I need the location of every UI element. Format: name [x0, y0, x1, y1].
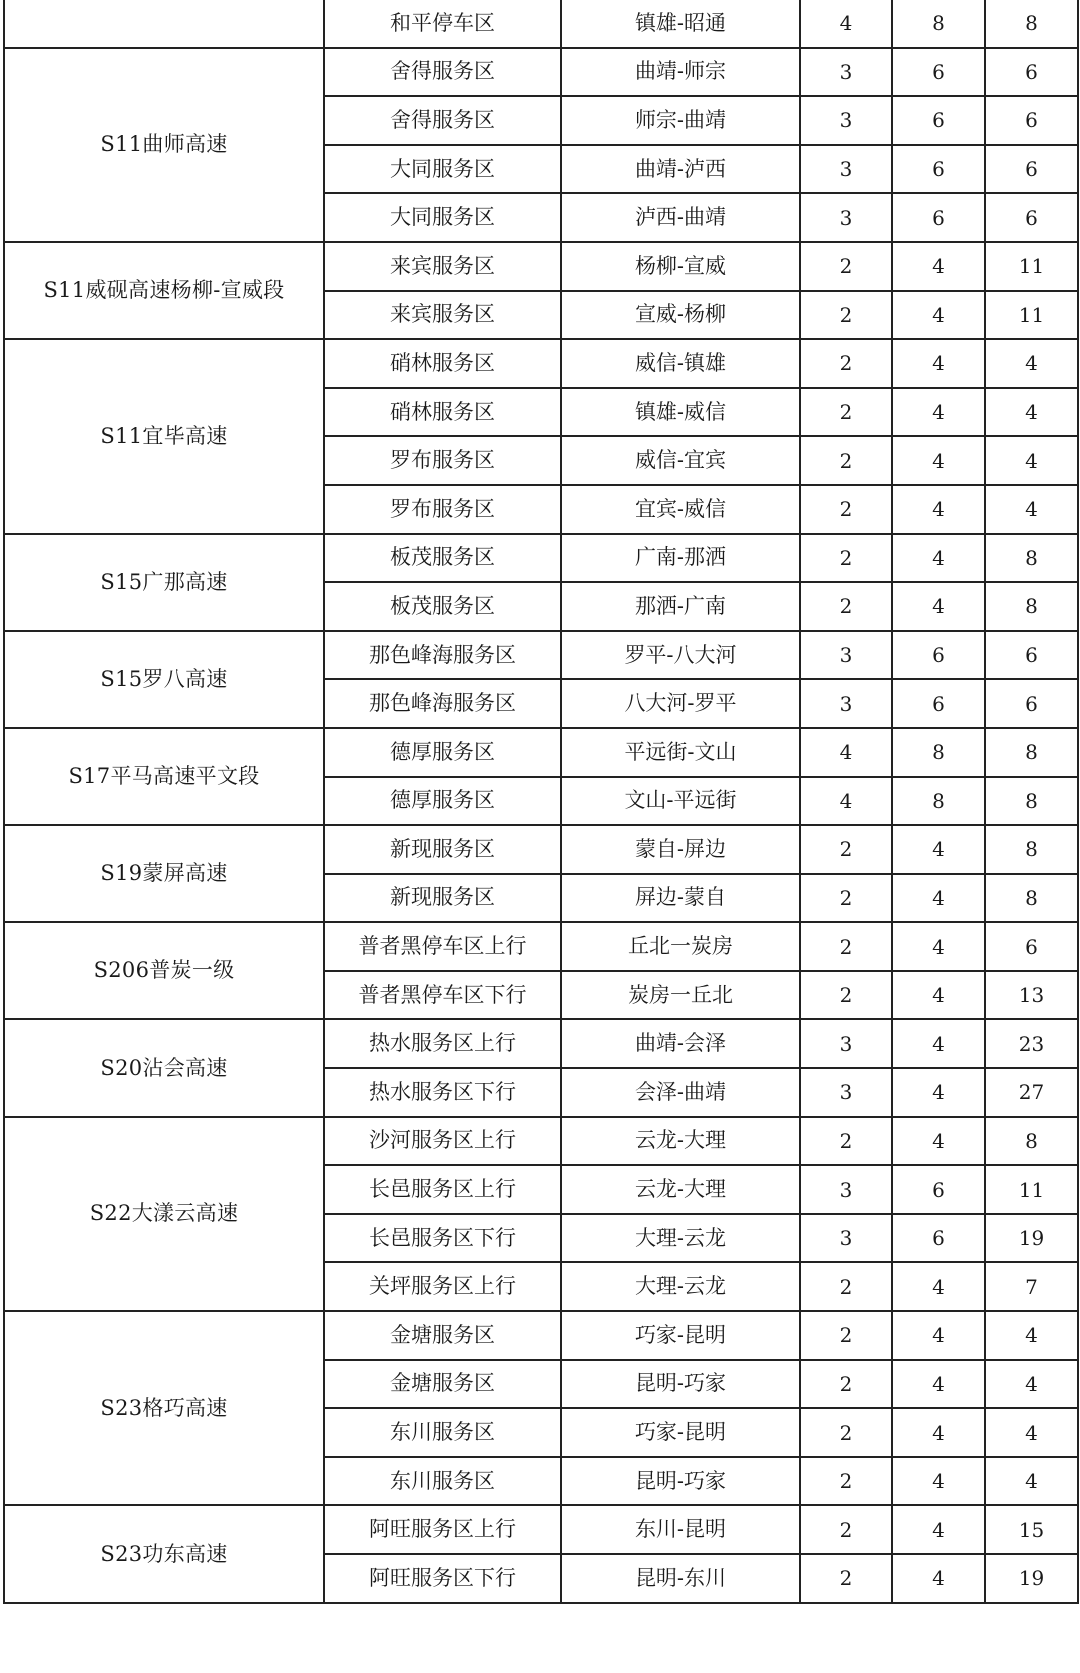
count-cell-1: 4 [800, 0, 892, 48]
direction-cell: 文山-平远街 [561, 777, 800, 826]
highway-name-cell [4, 0, 324, 48]
count-cell-2: 4 [892, 1311, 985, 1360]
service-area-cell: 阿旺服务区下行 [324, 1554, 561, 1603]
count-cell-2: 4 [892, 485, 985, 534]
highway-name-cell: S11宜毕高速 [4, 339, 324, 533]
service-area-cell: 沙河服务区上行 [324, 1117, 561, 1166]
count-cell-3: 6 [985, 193, 1078, 242]
count-cell-3: 27 [985, 1068, 1078, 1117]
direction-cell: 广南-那洒 [561, 534, 800, 583]
count-cell-3: 4 [985, 1457, 1078, 1506]
count-cell-3: 4 [985, 388, 1078, 437]
service-area-cell: 硝林服务区 [324, 339, 561, 388]
direction-cell: 蒙自-屏边 [561, 825, 800, 874]
direction-cell: 云龙-大理 [561, 1165, 800, 1214]
count-cell-1: 2 [800, 339, 892, 388]
service-area-cell: 和平停车区 [324, 0, 561, 48]
count-cell-3: 8 [985, 777, 1078, 826]
service-area-cell: 舍得服务区 [324, 96, 561, 145]
table-row [4, 242, 1078, 291]
count-cell-1: 2 [800, 971, 892, 1020]
service-area-cell: 那色峰海服务区 [324, 679, 561, 728]
direction-cell: 平远街-文山 [561, 728, 800, 777]
table-row [4, 1311, 1078, 1360]
count-cell-2: 4 [892, 825, 985, 874]
direction-cell: 屏边-蒙自 [561, 874, 800, 923]
count-cell-2: 6 [892, 679, 985, 728]
service-area-cell: 阿旺服务区上行 [324, 1505, 561, 1554]
count-cell-2: 4 [892, 1262, 985, 1311]
direction-cell: 威信-镇雄 [561, 339, 800, 388]
highway-name-cell: S20沾会高速 [4, 1019, 324, 1116]
direction-cell: 曲靖-泸西 [561, 145, 800, 194]
count-cell-2: 4 [892, 1360, 985, 1409]
count-cell-2: 4 [892, 1457, 985, 1506]
count-cell-1: 3 [800, 1214, 892, 1263]
count-cell-1: 3 [800, 1068, 892, 1117]
service-area-cell: 关坪服务区上行 [324, 1262, 561, 1311]
table-row [4, 922, 1078, 971]
count-cell-2: 6 [892, 1165, 985, 1214]
table-row [4, 0, 1078, 48]
count-cell-1: 3 [800, 1019, 892, 1068]
count-cell-3: 11 [985, 291, 1078, 340]
direction-cell: 罗平-八大河 [561, 631, 800, 680]
count-cell-2: 4 [892, 339, 985, 388]
service-area-cell: 来宾服务区 [324, 291, 561, 340]
count-cell-1: 3 [800, 193, 892, 242]
service-area-cell: 罗布服务区 [324, 485, 561, 534]
count-cell-1: 3 [800, 1165, 892, 1214]
count-cell-2: 4 [892, 436, 985, 485]
direction-cell: 宣威-杨柳 [561, 291, 800, 340]
count-cell-1: 2 [800, 1311, 892, 1360]
count-cell-2: 4 [892, 971, 985, 1020]
count-cell-2: 4 [892, 582, 985, 631]
table-row [4, 1117, 1078, 1166]
service-area-cell: 普者黑停车区上行 [324, 922, 561, 971]
direction-cell: 大理-云龙 [561, 1214, 800, 1263]
count-cell-1: 3 [800, 145, 892, 194]
count-cell-2: 4 [892, 1019, 985, 1068]
count-cell-1: 2 [800, 1360, 892, 1409]
direction-cell: 镇雄-昭通 [561, 0, 800, 48]
count-cell-1: 2 [800, 582, 892, 631]
count-cell-3: 8 [985, 0, 1078, 48]
count-cell-3: 6 [985, 48, 1078, 97]
direction-cell: 炭房一丘北 [561, 971, 800, 1020]
direction-cell: 八大河-罗平 [561, 679, 800, 728]
count-cell-3: 11 [985, 1165, 1078, 1214]
count-cell-3: 6 [985, 96, 1078, 145]
count-cell-1: 2 [800, 485, 892, 534]
count-cell-2: 6 [892, 96, 985, 145]
direction-cell: 巧家-昆明 [561, 1408, 800, 1457]
count-cell-3: 13 [985, 971, 1078, 1020]
service-area-cell: 长邑服务区上行 [324, 1165, 561, 1214]
count-cell-3: 4 [985, 436, 1078, 485]
service-area-cell: 板茂服务区 [324, 534, 561, 583]
direction-cell: 昆明-巧家 [561, 1457, 800, 1506]
highway-name-cell: S17平马高速平文段 [4, 728, 324, 825]
count-cell-1: 2 [800, 388, 892, 437]
count-cell-3: 4 [985, 1360, 1078, 1409]
count-cell-2: 4 [892, 291, 985, 340]
service-area-cell: 长邑服务区下行 [324, 1214, 561, 1263]
count-cell-2: 6 [892, 631, 985, 680]
highway-name-cell: S15广那高速 [4, 534, 324, 631]
service-area-cell: 德厚服务区 [324, 777, 561, 826]
count-cell-1: 2 [800, 922, 892, 971]
service-area-cell: 大同服务区 [324, 145, 561, 194]
count-cell-3: 15 [985, 1505, 1078, 1554]
highway-name-cell: S11威砚高速杨柳-宣威段 [4, 242, 324, 339]
count-cell-3: 8 [985, 874, 1078, 923]
count-cell-3: 11 [985, 242, 1078, 291]
service-area-cell: 罗布服务区 [324, 436, 561, 485]
direction-cell: 大理-云龙 [561, 1262, 800, 1311]
count-cell-1: 2 [800, 291, 892, 340]
direction-cell: 云龙-大理 [561, 1117, 800, 1166]
count-cell-3: 6 [985, 679, 1078, 728]
count-cell-3: 4 [985, 339, 1078, 388]
service-area-cell: 板茂服务区 [324, 582, 561, 631]
highway-name-cell: S23功东高速 [4, 1505, 324, 1602]
count-cell-1: 2 [800, 1554, 892, 1603]
count-cell-3: 6 [985, 922, 1078, 971]
service-area-cell: 金塘服务区 [324, 1311, 561, 1360]
count-cell-2: 4 [892, 534, 985, 583]
service-area-cell: 热水服务区下行 [324, 1068, 561, 1117]
count-cell-1: 3 [800, 679, 892, 728]
count-cell-2: 4 [892, 388, 985, 437]
table-row [4, 825, 1078, 874]
count-cell-2: 6 [892, 1214, 985, 1263]
direction-cell: 昆明-巧家 [561, 1360, 800, 1409]
table-row [4, 631, 1078, 680]
service-area-cell: 大同服务区 [324, 193, 561, 242]
count-cell-3: 8 [985, 534, 1078, 583]
highway-name-cell: S11曲师高速 [4, 48, 324, 242]
highway-name-cell: S15罗八高速 [4, 631, 324, 728]
count-cell-3: 4 [985, 1408, 1078, 1457]
table-row [4, 339, 1078, 388]
count-cell-3: 4 [985, 1311, 1078, 1360]
direction-cell: 师宗-曲靖 [561, 96, 800, 145]
service-area-cell: 那色峰海服务区 [324, 631, 561, 680]
count-cell-2: 4 [892, 874, 985, 923]
direction-cell: 镇雄-威信 [561, 388, 800, 437]
count-cell-3: 8 [985, 728, 1078, 777]
count-cell-2: 6 [892, 145, 985, 194]
table-row [4, 728, 1078, 777]
direction-cell: 威信-宜宾 [561, 436, 800, 485]
count-cell-2: 4 [892, 1505, 985, 1554]
count-cell-1: 3 [800, 631, 892, 680]
direction-cell: 那洒-广南 [561, 582, 800, 631]
count-cell-3: 4 [985, 485, 1078, 534]
count-cell-3: 8 [985, 1117, 1078, 1166]
service-area-cell: 来宾服务区 [324, 242, 561, 291]
count-cell-3: 8 [985, 825, 1078, 874]
count-cell-1: 2 [800, 874, 892, 923]
count-cell-2: 8 [892, 0, 985, 48]
count-cell-3: 19 [985, 1214, 1078, 1263]
count-cell-2: 4 [892, 922, 985, 971]
table-row [4, 1505, 1078, 1554]
table-row [4, 48, 1078, 97]
count-cell-2: 8 [892, 777, 985, 826]
direction-cell: 会泽-曲靖 [561, 1068, 800, 1117]
table-row [4, 1019, 1078, 1068]
count-cell-1: 2 [800, 534, 892, 583]
count-cell-1: 4 [800, 728, 892, 777]
service-area-cell: 新现服务区 [324, 825, 561, 874]
count-cell-3: 6 [985, 145, 1078, 194]
highway-name-cell: S23格巧高速 [4, 1311, 324, 1505]
count-cell-2: 8 [892, 728, 985, 777]
count-cell-3: 19 [985, 1554, 1078, 1603]
highway-name-cell: S22大漾云高速 [4, 1117, 324, 1311]
count-cell-1: 2 [800, 1117, 892, 1166]
count-cell-2: 6 [892, 48, 985, 97]
count-cell-1: 3 [800, 48, 892, 97]
direction-cell: 曲靖-师宗 [561, 48, 800, 97]
count-cell-3: 8 [985, 582, 1078, 631]
count-cell-2: 4 [892, 242, 985, 291]
count-cell-3: 6 [985, 631, 1078, 680]
direction-cell: 巧家-昆明 [561, 1311, 800, 1360]
count-cell-1: 2 [800, 1262, 892, 1311]
highway-name-cell: S19蒙屏高速 [4, 825, 324, 922]
service-area-cell: 硝林服务区 [324, 388, 561, 437]
count-cell-2: 4 [892, 1554, 985, 1603]
count-cell-2: 6 [892, 193, 985, 242]
count-cell-1: 3 [800, 96, 892, 145]
service-area-cell: 德厚服务区 [324, 728, 561, 777]
service-area-cell: 普者黑停车区下行 [324, 971, 561, 1020]
direction-cell: 杨柳-宣威 [561, 242, 800, 291]
count-cell-1: 2 [800, 242, 892, 291]
service-area-table [3, 0, 1079, 1604]
count-cell-2: 4 [892, 1408, 985, 1457]
count-cell-1: 2 [800, 1408, 892, 1457]
service-area-cell: 热水服务区上行 [324, 1019, 561, 1068]
table-body [4, 0, 1078, 1603]
service-area-cell: 舍得服务区 [324, 48, 561, 97]
count-cell-3: 23 [985, 1019, 1078, 1068]
count-cell-1: 2 [800, 825, 892, 874]
count-cell-2: 4 [892, 1117, 985, 1166]
count-cell-1: 2 [800, 436, 892, 485]
direction-cell: 曲靖-会泽 [561, 1019, 800, 1068]
service-area-cell: 东川服务区 [324, 1457, 561, 1506]
direction-cell: 泸西-曲靖 [561, 193, 800, 242]
count-cell-1: 4 [800, 777, 892, 826]
direction-cell: 东川-昆明 [561, 1505, 800, 1554]
direction-cell: 昆明-东川 [561, 1554, 800, 1603]
highway-name-cell: S206普炭一级 [4, 922, 324, 1019]
table-row [4, 534, 1078, 583]
count-cell-2: 4 [892, 1068, 985, 1117]
service-area-cell: 金塘服务区 [324, 1360, 561, 1409]
service-area-cell: 东川服务区 [324, 1408, 561, 1457]
count-cell-1: 2 [800, 1505, 892, 1554]
count-cell-1: 2 [800, 1457, 892, 1506]
direction-cell: 宜宾-威信 [561, 485, 800, 534]
direction-cell: 丘北一炭房 [561, 922, 800, 971]
service-area-cell: 新现服务区 [324, 874, 561, 923]
count-cell-3: 7 [985, 1262, 1078, 1311]
